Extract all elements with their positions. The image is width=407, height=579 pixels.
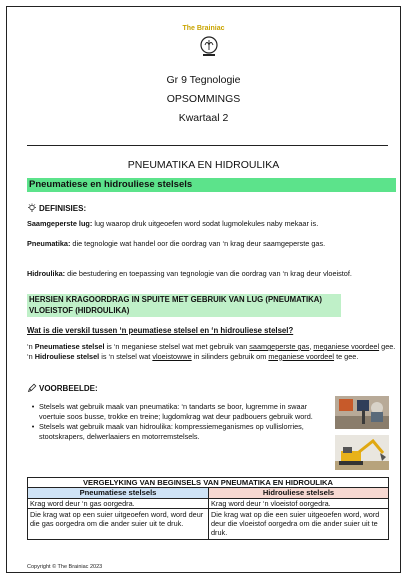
list-item: • Stelsels wat gebruik maak van hidroulika: kompressiemeganismes op vullislorries, stootskrapers, delwerlaaiers en motorremstelsels. xyxy=(31,422,304,441)
subsection-title: Pneumatiese en hidrouliese stelsels xyxy=(27,178,396,192)
definitions-heading xyxy=(27,203,86,213)
comparison-table xyxy=(27,477,389,540)
copyright-footer: Copyright © The Brainiac 2023 xyxy=(27,564,103,570)
table-cell: Krag word deur ‘n vloeistof oorgedra. xyxy=(208,499,388,508)
table-cell: Krag word deur ‘n gas oorgedra. xyxy=(30,499,135,508)
term: Hidroulika: xyxy=(27,269,66,278)
document-page xyxy=(6,6,401,573)
table-row xyxy=(28,498,388,508)
examples-heading xyxy=(27,383,98,393)
definition-text: lug waarop druk uitgeoefen word sodat lugmolekules naby mekaar is. xyxy=(92,219,319,228)
term-label: Kwartaal 2 xyxy=(178,112,229,124)
definitions-title: DEFINISIES: xyxy=(39,203,87,213)
excavator-photo xyxy=(335,435,389,470)
definition-hydraulics xyxy=(27,269,399,279)
revision-highlight xyxy=(27,294,341,317)
list-item: • Stelsels wat gebruik maak van pneumatika: ‘n tandarts se boor, lugremme in swaar voertuie soos busse, trokke en treine; lugdomkrag wat deur padbouers gebruik word. xyxy=(31,402,313,421)
brand-name: The Brainiac xyxy=(182,25,225,32)
definition-text: die tegnologie wat handel oor die oordrag van ‘n krag deur saamgeperste gas. xyxy=(70,239,326,248)
jackhammer-photo xyxy=(335,396,389,429)
definition-pneumatics xyxy=(27,239,399,249)
document-type: OPSOMMINGS xyxy=(166,93,241,105)
column-header-pneumatic: Pneumatiese stelsels xyxy=(28,488,208,498)
column-header-hydraulic: Hidrouliese stelsels xyxy=(208,488,388,498)
grade-subject: Gr 9 Tegnologie xyxy=(166,74,241,86)
definition-text: die bestudering en toepassing van tegnologie van die oordrag van ‘n krag deur vloeistof. xyxy=(65,269,352,278)
examples-list xyxy=(27,402,327,442)
brain-logo-icon xyxy=(197,34,221,58)
term: Saamgeperste lug: xyxy=(27,219,93,228)
table-row xyxy=(28,508,388,539)
definition-compressed-air xyxy=(27,219,399,229)
examples-title: VOORBEELDE: xyxy=(39,383,98,393)
term: Pneumatika: xyxy=(27,239,71,248)
pencil-icon xyxy=(27,383,37,393)
lightbulb-icon xyxy=(27,203,37,213)
divider xyxy=(27,145,388,146)
table-cell: Die krag wat op die een suier uitgeoefen word, word deur die vloeistof oorgedra om die ander suier uit te druk. xyxy=(208,509,388,539)
highlight-line-2: VLOEISTOF (HIDROULIKA) xyxy=(29,305,130,315)
section-title: PNEUMATIKA EN HIDROULIKA xyxy=(127,159,280,171)
highlight-line-1: HERSIEN KRAGOORDRAG IN SPUITE MET GEBRUIK VAN LUG (PNEUMATIKA) xyxy=(29,295,322,304)
table-cell: Die krag wat op een suier uitgeoefen word, word deur die gas oorgedra om die ander suier uit te druk. xyxy=(30,510,204,528)
question-heading: Wat is die verskil tussen ‘n peumatiese stelsel en ‘n hidrouliese stelsel? xyxy=(27,326,294,335)
table-header-row xyxy=(28,488,388,498)
answer-paragraph: ‘n Pneumatiese stelsel is ‘n meganiese stelsel wat met gebruik van saamgeperste gas, meganiese voordeel gee. ‘n Hidrouliese stelsel is ‘n stelsel wat vloeistowwe in silinders gebruik om meganiese voordeel te gee. xyxy=(27,342,396,361)
table-title: VERGELYKING VAN BEGINSELS VAN PNEUMATIKA EN HIDROULIKA xyxy=(28,478,388,488)
